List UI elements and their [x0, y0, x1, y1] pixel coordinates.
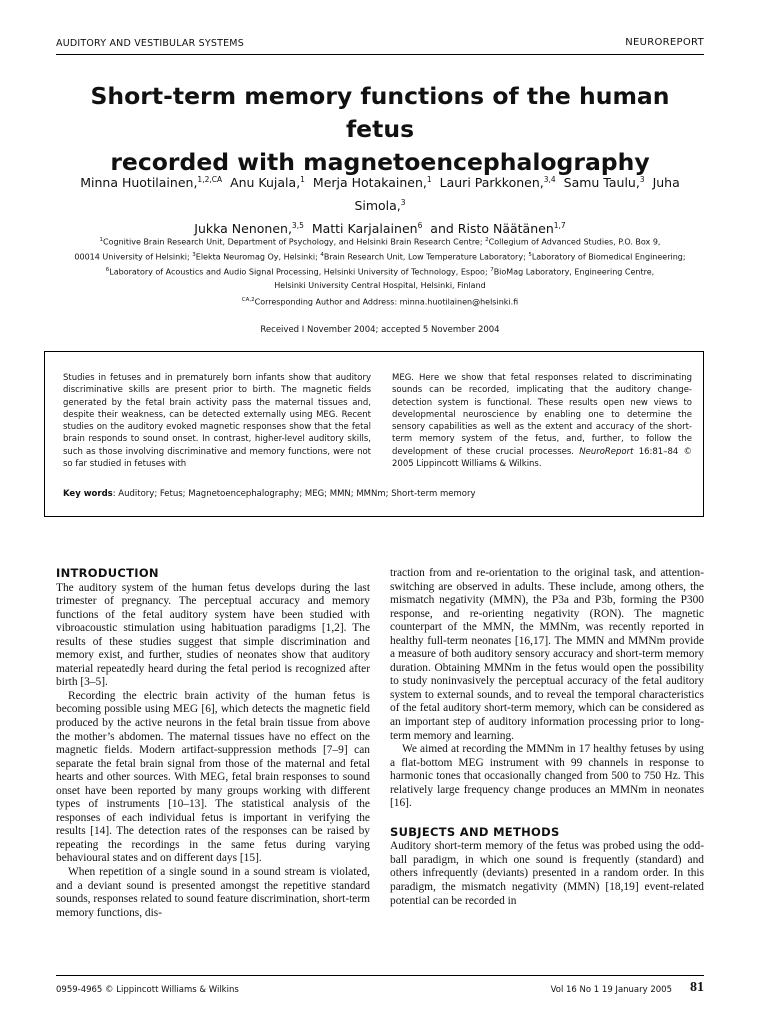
running-head-section: AUDITORY AND VESTIBULAR SYSTEMS: [56, 38, 244, 49]
author-name: Juha Simola,: [354, 175, 680, 214]
copyright-line: 0959-4965 © Lippincott Williams & Wilkins: [56, 985, 239, 995]
body-left-column: [56, 567, 370, 920]
affiliation: Elekta Neuromag Oy, Helsinki;: [195, 252, 318, 262]
abstract-text: MEG. Here we show that fetal responses related to discriminating sounds can be recorded, implicating that the auditory change-detection system is functional. These results open new views to developmental neuroscience by enabling one to determine the sensory capabilities as well as the extent and accuracy of the short-term memory system of the fetus, and, further, to follow the development of these crucial processes.: [392, 373, 692, 457]
affiliation: Brain Research Unit, Low Temperature Laboratory;: [323, 252, 526, 262]
abstract-box: [44, 351, 704, 517]
paragraph: Recording the electric brain activity of the human fetus is becoming possible using MEG [6], which detects the magnetic field produced by the active neurons in the fetal brain tissue from above the mother’s abdomen. The maternal tissues have no effect on the magnetic fields. Modern artifact-suppression methods [7–9] can separate the fetal brain signal from those of the maternal and fetal hearts and other sources. With MEG, fetal brain responses to sound onset have been reported by many groups working with different types of instruments [10–13]. The statistical analysis of the responses of each individual fetus is important in verifying the results [14]. The detection rates of the responses can be raised by repeating the recordings in the same fetus during varying behavioural states and on different days [15].: [56, 689, 370, 865]
title-line-2: recorded with magnetoencephalography: [110, 148, 650, 176]
affiliation: Laboratory of Biomedical Engineering;: [531, 252, 686, 262]
header-divider: [56, 54, 704, 55]
author-affil: 3: [639, 175, 645, 184]
paragraph: The auditory system of the human fetus develops during the last trimester of pregnancy. The perceptual accuracy and memory functions of the fetal auditory system have been studied with vibroacoustic stimulation using habituation paradigms [1,2]. The results of these studies suggest that simple discrimination and memory exist, and further, studies of neonates show that auditory material repeatedly heard during the fetal period is recognized after birth [3–5].: [56, 581, 370, 689]
author-name: Matti Karjalainen: [311, 221, 418, 237]
section-heading-methods: SUBJECTS AND METHODS: [390, 824, 560, 839]
affil-marker: 3: [192, 251, 196, 258]
paragraph: Auditory short-term memory of the fetus was probed using the odd-ball paradigm, in which one sound is frequently (standard) and others infrequently (deviants) presented in a random order. In this paradigm, the mismatch negativity (MMN) [18,19] event-related potential can be recorded in: [390, 840, 704, 907]
author-name: Anu Kujala,: [230, 175, 301, 191]
affiliation: Cognitive Brain Research Unit, Department of Psychology, and Helsinki Brain Research Centre;: [103, 237, 483, 247]
body-right-column: [390, 567, 704, 908]
author-line-1: [56, 170, 704, 216]
page-number: 81: [690, 980, 704, 995]
author-name: Jukka Nenonen,: [194, 221, 292, 237]
paragraph: traction from and re-orientation to the original task, and attention-switching are observed in adults. These include, among others, the mismatch negativity (MMN), the P3a and P3b, forming the P300 response, and re-orienting negativity (RON). The magnetic counterpart of the MMN, the MMNm, was recently reported in healthy full-term neonates [16,17]. The MMN and MMNm provide a measure of both auditory sensory accuracy and short-term memory duration. Obtaining MMNm in the fetus would open the possibility to study noninvasively the perceptual accuracy of the fetal auditory system to external sounds, and to reveal the temporal characteristics of the fetal auditory short-term memory, which can be considered as an important step of auditory information processing prior to long-term memory and learning.: [390, 567, 704, 742]
affil-marker: 4: [320, 251, 324, 258]
keywords-list: : Auditory; Fetus; Magnetoencephalography; MEG; MMN; MMNm; Short-term memory: [112, 489, 476, 499]
corresponding-author: [56, 297, 704, 307]
corresp-marker: CA,2: [241, 297, 255, 303]
affiliation-line-1: [56, 234, 704, 249]
author-name: Samu Taulu,: [563, 175, 640, 191]
affil-marker: 6: [105, 266, 110, 273]
keywords-label: Key words: [63, 489, 113, 499]
author-affil: 3,5: [291, 221, 304, 231]
author-name: and Risto Näätänen: [430, 221, 554, 237]
affiliation-line-3: [56, 264, 704, 279]
paragraph: When repetition of a single sound in a sound stream is violated, and a deviant sound is presented amongst the repetitive standard sounds, responses related to sound feature discrimination, short-term memory functions, dis-: [56, 866, 370, 919]
author-affil: 1,2,CA: [197, 175, 223, 184]
issue-info: Vol 16 No 1 19 January 2005: [550, 985, 672, 995]
author-name: Minna Huotilainen,: [80, 175, 198, 191]
author-name: Merja Hotakainen,: [312, 175, 427, 191]
affiliation-line-2: [56, 249, 704, 264]
author-affil: 1: [426, 175, 432, 184]
author-affil: 1,7: [553, 221, 566, 231]
author-name: Lauri Parkkonen,: [439, 175, 544, 191]
affil-marker: 2: [485, 237, 489, 243]
abstract-left-column: Studies in fetuses and in prematurely born infants show that auditory discriminative skills are present prior to birth. The magnetic fields generated by the fetal brain activity pass the maternal tissues and, despite their weakness, can be detected externally using MEG. Recent studies on the auditory evoked magnetic responses show that the fetal brain responds to sound onset. In contrast, higher-level auditory skills, such as those involving discriminative and memory functions, were not so far studied in fetuses with: [63, 373, 371, 470]
affiliation-line-4: [56, 279, 704, 292]
affiliation: Helsinki University Central Hospital, Helsinki, Finland: [274, 280, 486, 290]
affiliation: 00014 University of Helsinki;: [74, 252, 190, 262]
author-affil: 1: [300, 175, 305, 184]
corresp-text: Corresponding Author and Address: minna.huotilainen@helsinki.fi: [254, 297, 519, 307]
affiliation: Collegium of Advanced Studies, P.O. Box 9,: [488, 237, 661, 247]
affiliation: Laboratory of Acoustics and Audio Signal Processing, Helsinki University of Technology, Espoo;: [109, 267, 488, 277]
author-affil: 6: [417, 221, 423, 231]
citation-details: 16:81–84 © 2005 Lippincott Williams & Wilkins.: [392, 446, 692, 470]
affil-marker: 5: [528, 251, 532, 258]
footer-divider: [56, 975, 704, 976]
paragraph: We aimed at recording the MMNm in 17 healthy fetuses by using a flat-bottom MEG instrument with 99 channels in response to harmonic tones that occasionally changed from 500 to 750 Hz. This relatively large frequency change produces an MMNm in neonates [16].: [390, 743, 704, 810]
author-list: [56, 170, 704, 239]
title-line-1: Short-term memory functions of the human fetus: [90, 82, 670, 143]
running-head-journal: NEUROREPORT: [625, 37, 704, 48]
affiliations: [56, 234, 704, 292]
author-affil: 3,4: [543, 175, 556, 184]
affil-marker: 7: [490, 266, 494, 273]
affiliation: BioMag Laboratory, Engineering Centre,: [493, 267, 655, 277]
affil-marker: 1: [99, 237, 104, 243]
author-affil: 3: [400, 198, 406, 208]
section-heading-introduction: INTRODUCTION: [56, 566, 159, 580]
keywords: [63, 489, 476, 499]
citation-journal: NeuroReport: [579, 446, 634, 457]
article-title: [56, 80, 704, 179]
abstract-right-column: [392, 372, 692, 470]
received-dates: Received I November 2004; accepted 5 November 2004: [260, 325, 500, 335]
